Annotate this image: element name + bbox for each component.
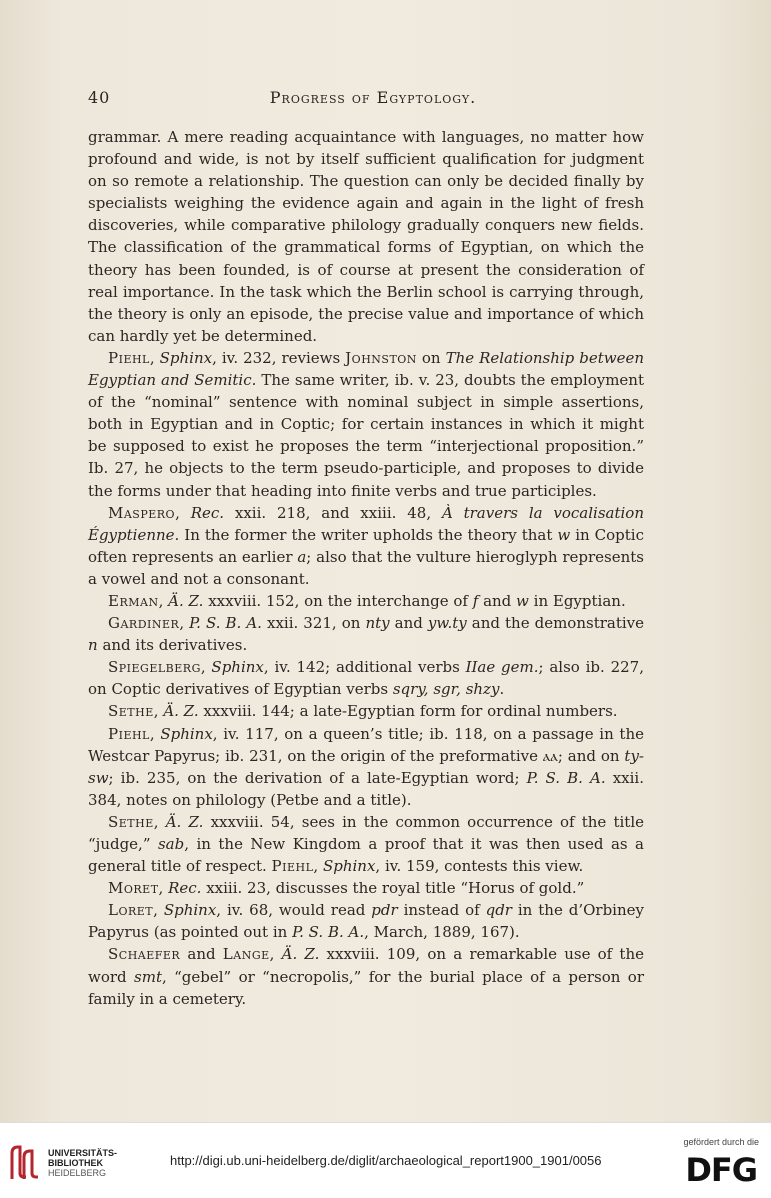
entry-schaefer-lange: Schaefer and Lange, Ä. Z. xxxviii. 109, on a remarkable use of the word smt, “gebel” or “necropolis,” for the burial place of a person or family in a cemetery. <box>88 945 644 1008</box>
journal-title: Rec. <box>190 503 225 522</box>
journal-title: Sphinx <box>159 348 213 367</box>
author-name: Piehl <box>271 857 314 876</box>
author-name: Lange <box>222 945 270 964</box>
author-name: Schaefer <box>108 945 181 964</box>
entry-spiegelberg: Spiegelberg, Sphinx, iv. 142; additional verbs IIae gem.; also ib. 227, on Coptic derivatives of Egyptian verbs sqry, sgr, shzy. <box>88 658 644 699</box>
library-name: UNIVERSITÄTS- BIBLIOTHEK HEIDELBERG <box>48 1148 118 1178</box>
journal-title: Sphinx <box>211 658 264 677</box>
entry-piehl-2: Piehl, Sphinx, iv. 117, on a queen’s title; ib. 118, on a passage in the Westcar Papyrus; ib. 231, on the origin of the preformative ⲁⲁ; and on ty-sw; ib. 235, on the derivation of a late-Egyptian word; P. S. B. A. xxii. 384, notes on philology (Petbe and a title). <box>88 724 644 809</box>
author-name: Erman <box>108 591 159 610</box>
dfg-logo: DFG <box>685 1151 757 1189</box>
author-name: Johnston <box>345 348 417 367</box>
author-name: Piehl <box>108 348 150 367</box>
entry-moret: Moret, Rec. xxiii. 23, discusses the royal title “Horus of gold.” <box>108 879 585 898</box>
page-number: 40 <box>88 88 111 107</box>
author-name: Gardiner <box>108 614 180 633</box>
paragraph-continuation: grammar. A mere reading acquaintance with languages, no matter how profound and wide, is not by itself sufficient qualification for judgment on so remote a relationship. The question can only be decided finally by specialists weighing the evidence again and again in the light of fresh discoveries, while comparative philology gradually conquers new fields. The classification of the grammatical forms of Egyptian, on which the theory has been founded, is of course at present the consideration of real importance. In the task which the Berlin school is carrying through, the theory is only an episode, the precise value and importance of which can hardly yet be determined. <box>88 128 644 345</box>
author-name: Sethe <box>108 812 154 831</box>
author-name: Moret <box>108 879 159 898</box>
entry-piehl-1: Piehl, Sphinx, iv. 232, reviews Johnston on The Relationship between Egyptian and Semitic. The same writer, ib. v. 23, doubts the employment of the “nominal” sentence with nominal subject in simple assertions, both in Egyptian and in Coptic; for certain instances in which it might be supposed to exist he proposes the term “interjectional proposition.” Ib. 27, he objects to the term pseudo-participle, and proposes to divide the forms under that heading into finite verbs and true participles. <box>88 348 645 500</box>
work-title: The Relationship between Egyptian and Semitic. <box>88 348 644 390</box>
entry-sethe-2: Sethe, Ä. Z. xxxviii. 54, sees in the common occurrence of the title “judge,” sab, in the New Kingdom a proof that it was then used as a general title of respect. Piehl, Sphinx, iv. 159, contests this view. <box>88 812 644 876</box>
journal-title: Ä. Z. <box>281 945 320 964</box>
author-name: Piehl <box>108 724 150 743</box>
coptic-glyph: ⲁⲁ <box>542 746 558 765</box>
journal-title: Sphinx <box>163 901 217 920</box>
journal-title: Rec. <box>168 879 202 898</box>
entry-gardiner: Gardiner, P. S. B. A. xxii. 321, on nty and yw.ty and the demonstrative n and its derivatives. <box>88 614 645 655</box>
author-name: Loret <box>108 901 154 920</box>
page-header <box>88 88 658 112</box>
entry-loret: Loret, Sphinx, iv. 68, would read pdr instead of qdr in the d’Orbiney Papyrus (as pointed out in P. S. B. A., March, 1889, 167). <box>88 901 644 942</box>
university-library-logo-icon <box>8 1143 42 1183</box>
author-name: Spiegelberg <box>108 658 201 677</box>
journal-title: P. S. B. A. <box>189 614 262 633</box>
journal-title: Ä. Z. <box>163 702 199 721</box>
author-name: Sethe <box>108 702 154 721</box>
journal-title: Ä. Z. <box>165 812 204 831</box>
entry-maspero: Maspero, Rec. xxii. 218, and xxiii. 48, À travers la vocalisation Égyptienne. In the former the writer upholds the theory that w in Coptic often represents an earlier a; also that the vulture hieroglyph represents a vowel and not a consonant. <box>88 503 645 588</box>
author-name: Maspero <box>108 503 176 522</box>
running-head: Progress of Egyptology. <box>269 88 477 107</box>
permalink-url[interactable]: http://digi.ub.uni-heidelberg.de/diglit/archaeological_report1900_1901/0056 <box>170 1153 602 1168</box>
journal-title: Ä. Z. <box>168 591 204 610</box>
funding-note: gefördert durch die <box>683 1137 759 1147</box>
journal-title: Sphinx <box>160 724 213 743</box>
body-text <box>88 126 644 1010</box>
digitization-footer <box>0 1122 771 1198</box>
entry-sethe-1: Sethe, Ä. Z. xxxviii. 144; a late-Egyptian form for ordinal numbers. <box>108 702 618 721</box>
work-title: À travers la vocalisation Égyptienne. <box>88 503 645 544</box>
entry-erman: Erman, Ä. Z. xxxviii. 152, on the interchange of f and w in Egyptian. <box>108 591 626 610</box>
